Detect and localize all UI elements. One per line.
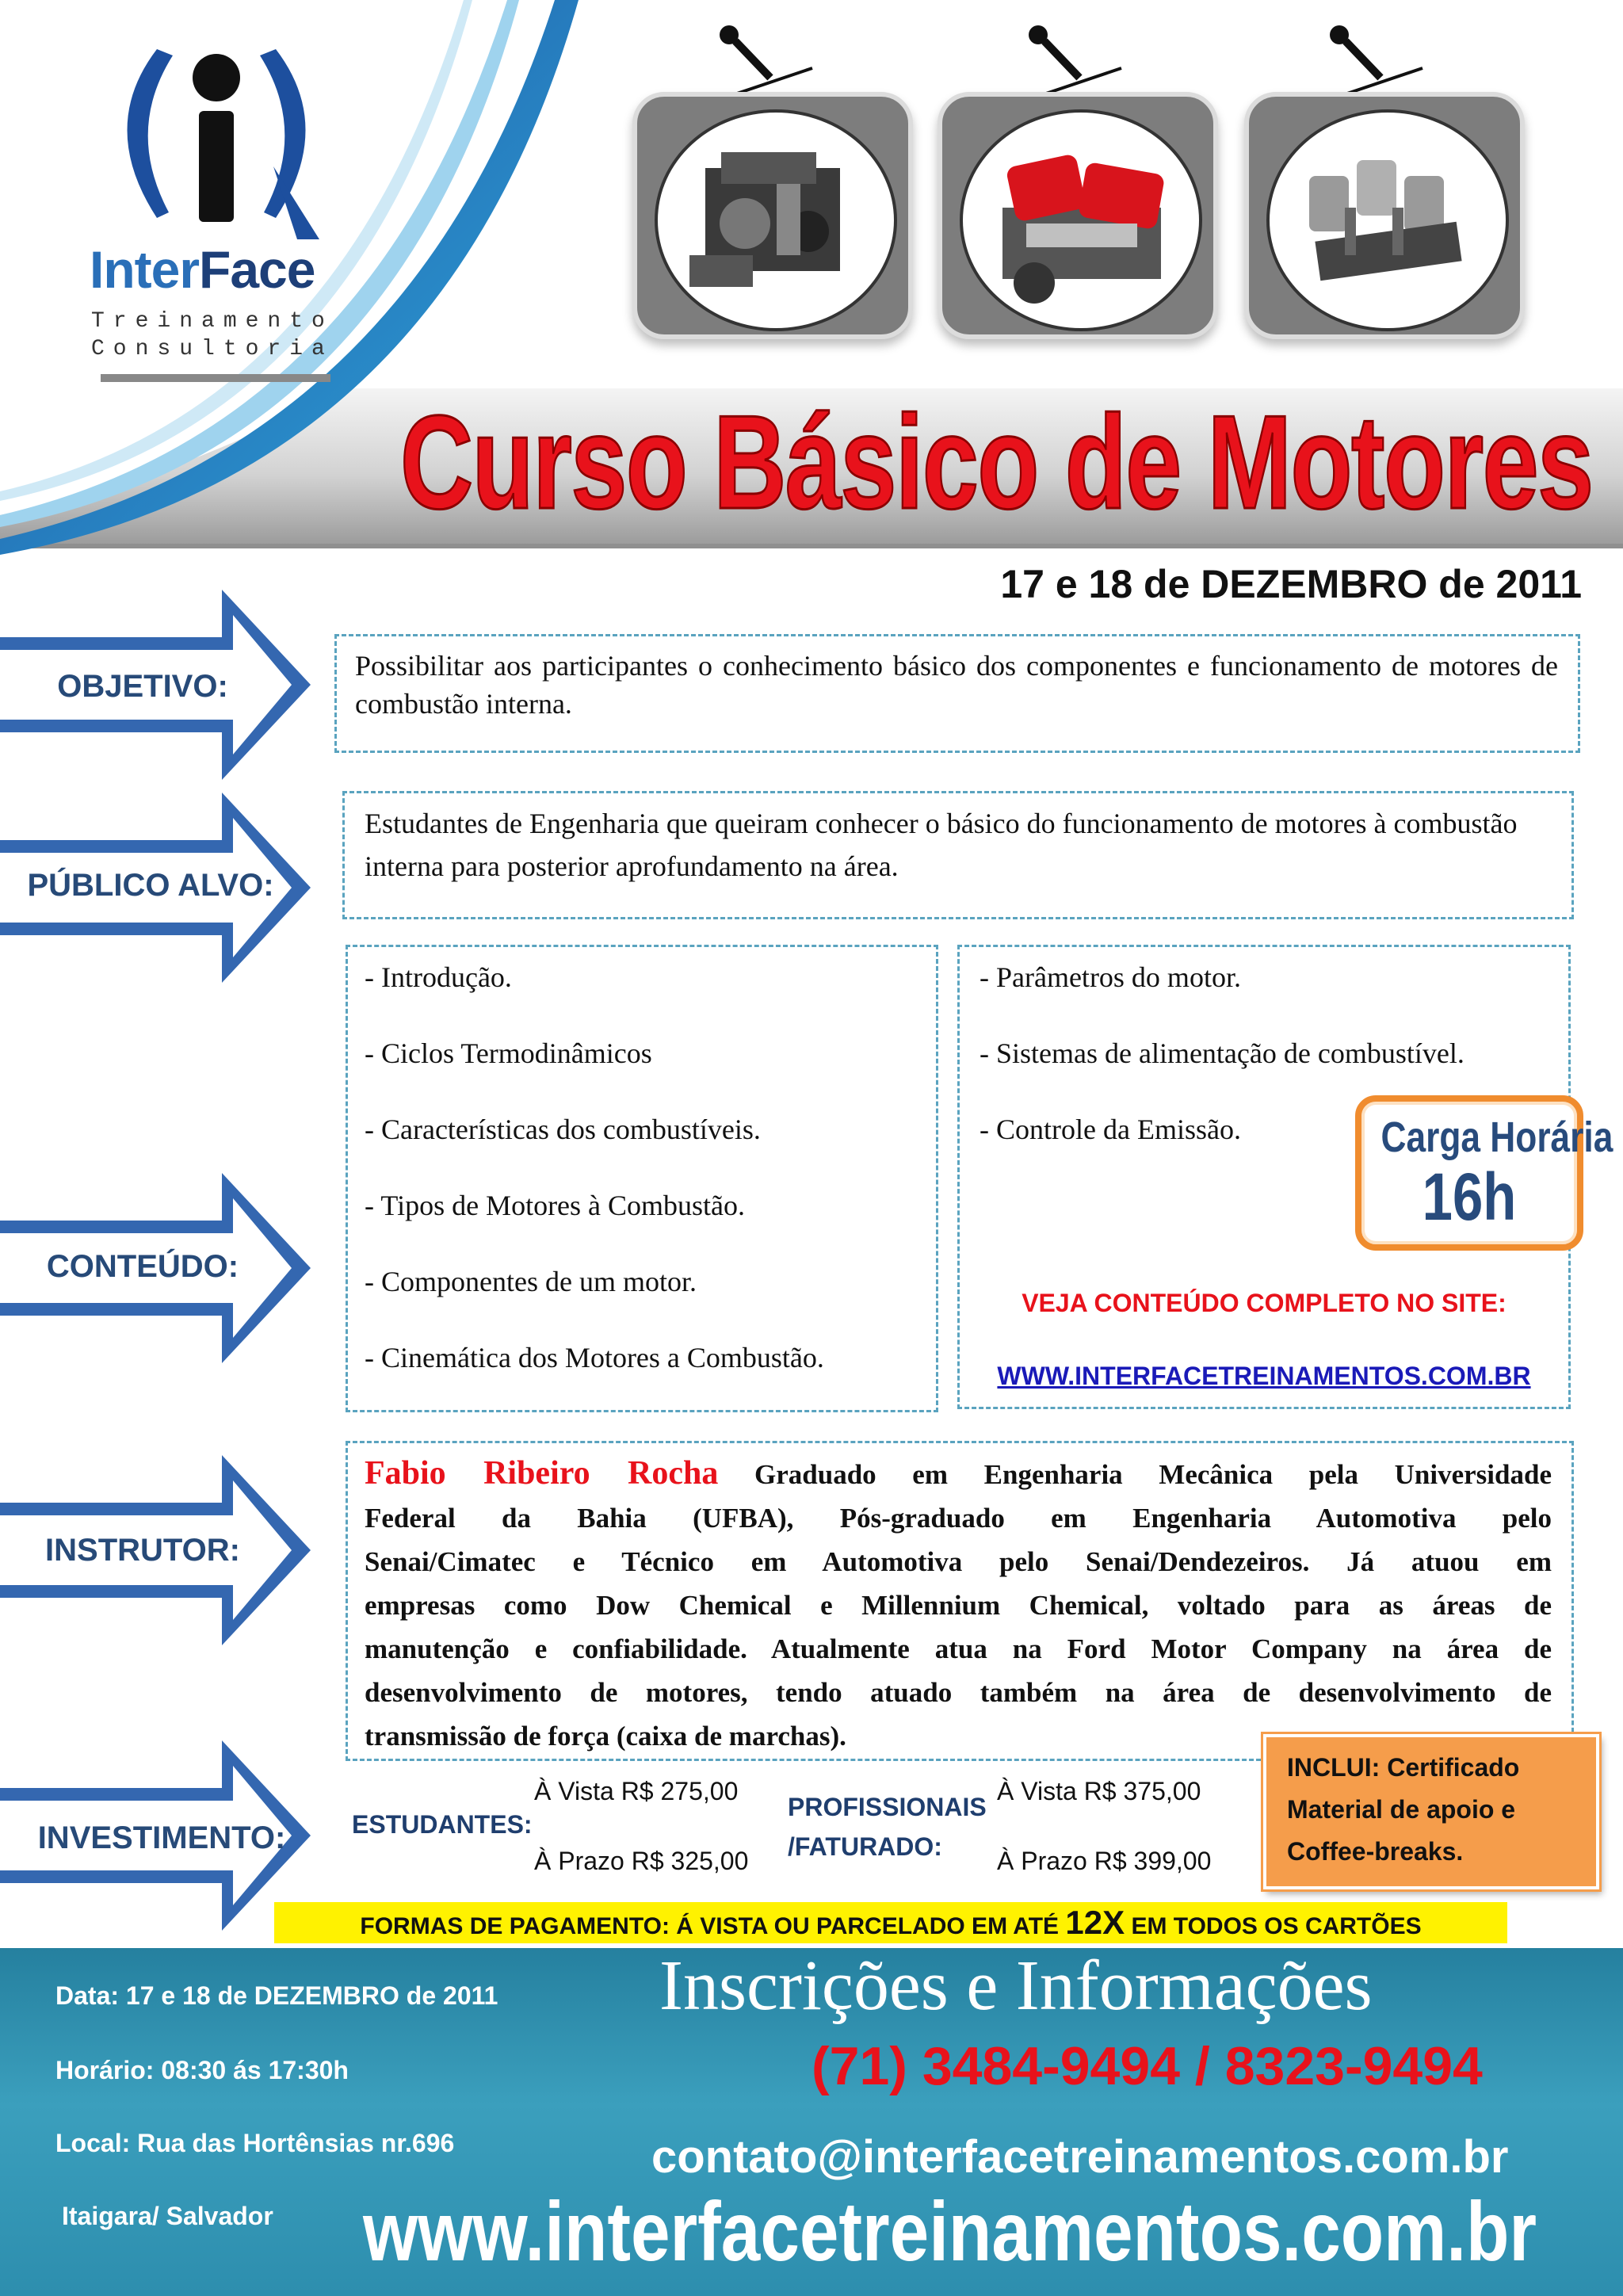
profissionais-vista: À Vista R$ 375,00 bbox=[997, 1777, 1201, 1805]
list-item: - Introdução. bbox=[365, 961, 512, 993]
bio-line: Federal da Bahia (UFBA), Pós-graduado em Engenharia Automotiva pelo bbox=[365, 1503, 1552, 1534]
footer-inscricoes: Inscrições e Informações bbox=[659, 1946, 1373, 2025]
instrutor-bio bbox=[365, 1452, 1552, 1758]
list-item: - Sistemas de alimentação de combustível. bbox=[980, 1037, 1465, 1069]
bio-line: Graduado em Engenharia Mecânica pela Universidade bbox=[718, 1459, 1552, 1490]
investimento-label: INVESTIMENTO: bbox=[37, 1820, 286, 1855]
list-item: - Componentes de um motor. bbox=[365, 1266, 697, 1297]
page-title: Curso Básico de Motores bbox=[400, 388, 1593, 537]
objetivo-label: OBJETIVO: bbox=[57, 669, 228, 704]
inclui-line-1: INCLUI: Certificado bbox=[1287, 1753, 1520, 1782]
footer-website[interactable]: www.interfacetreinamentos.com.br bbox=[363, 2185, 1537, 2279]
payment-highlight: 12X bbox=[1065, 1904, 1125, 1941]
list-item: - Controle da Emissão. bbox=[980, 1114, 1241, 1145]
list-item: - Parâmetros do motor. bbox=[980, 961, 1241, 993]
footer-email[interactable]: contato@interfacetreinamentos.com.br bbox=[651, 2131, 1509, 2183]
inclui-line-3: Coffee-breaks. bbox=[1287, 1837, 1464, 1866]
microphone-icon bbox=[713, 22, 816, 101]
bio-line: transmissão de força (caixa de marchas). bbox=[365, 1721, 846, 1752]
list-item: - Cinemática dos Motores a Combustão. bbox=[365, 1342, 824, 1373]
bio-line: manutenção e confiabilidade. Atualmente atua na Ford Motor Company na área de bbox=[365, 1633, 1552, 1664]
objetivo-text: Possibilitar aos participantes o conhecimento básico dos componentes e funcionamento de motores de combustão interna. bbox=[355, 650, 1558, 720]
estudantes-label: ESTUDANTES: bbox=[352, 1810, 533, 1839]
carga-horaria-badge bbox=[1355, 1095, 1613, 1251]
site-link[interactable]: WWW.INTERFACETREINAMENTOS.COM.BR bbox=[997, 1362, 1531, 1390]
publico-label: PÚBLICO ALVO: bbox=[27, 868, 274, 903]
logo-line2: Consultoria bbox=[91, 337, 334, 361]
microphone-icon bbox=[1022, 22, 1125, 101]
footer-local: Local: Rua das Hortênsias nr.696 bbox=[55, 2129, 455, 2157]
logo-line1: Treinamento bbox=[91, 309, 334, 334]
bio-line: Senai/Cimatec e Técnico em Automotiva pelo Senai/Dendezeiros. Já atuou em bbox=[365, 1546, 1552, 1577]
payment-text-before: FORMAS DE PAGAMENTO: Á VISTA OU PARCELADO EM ATÉ bbox=[360, 1913, 1066, 1939]
carga-horaria-hours: 16h bbox=[1422, 1159, 1517, 1234]
carga-horaria-title: Carga Horária bbox=[1381, 1114, 1613, 1161]
engine-photo-2 bbox=[938, 92, 1218, 339]
list-item: - Tipos de Motores à Combustão. bbox=[365, 1190, 746, 1221]
estudantes-vista: À Vista R$ 275,00 bbox=[534, 1777, 739, 1805]
logo-brand-face: Face bbox=[199, 240, 315, 299]
footer-phones[interactable]: (71) 3484-9494 / 8323-9494 bbox=[812, 2036, 1483, 2096]
profissionais-label-2: /FATURADO: bbox=[788, 1832, 942, 1861]
conteudo-label: CONTEÚDO: bbox=[46, 1249, 239, 1284]
profissionais-label-1: PROFISSIONAIS bbox=[788, 1793, 987, 1821]
bio-line: empresas como Dow Chemical e Millennium Chemical, voltado para as áreas de bbox=[365, 1590, 1552, 1621]
list-item: - Características dos combustíveis. bbox=[365, 1114, 761, 1145]
footer-bairro: Itaigara/ Salvador bbox=[62, 2202, 273, 2230]
estudantes-prazo: À Prazo R$ 325,00 bbox=[534, 1847, 749, 1875]
inclui-line-2: Material de apoio e bbox=[1287, 1795, 1516, 1824]
publico-text: Estudantes de Engenharia que queiram conhecer o básico do funcionamento de motores à combustão interna para posterior aprofundamento na área. bbox=[365, 808, 1518, 882]
footer-horario: Horário: 08:30 ás 17:30h bbox=[55, 2056, 349, 2084]
inclui-box bbox=[1263, 1734, 1599, 1889]
instrutor-name: Fabio Ribeiro Rocha bbox=[365, 1455, 719, 1492]
site-notice: VEJA CONTEÚDO COMPLETO NO SITE: bbox=[1022, 1289, 1507, 1317]
footer-data: Data: 17 e 18 de DEZEMBRO de 2011 bbox=[55, 1981, 498, 2010]
logo bbox=[83, 32, 345, 361]
engine-photo-1 bbox=[632, 92, 913, 339]
list-item: - Ciclos Termodinâmicos bbox=[365, 1037, 652, 1069]
bio-line: desenvolvimento de motores, tendo atuado também na área de desenvolvimento de bbox=[365, 1677, 1552, 1708]
payment-text-after: EM TODOS OS CARTÕES bbox=[1125, 1913, 1422, 1939]
instrutor-label: INSTRUTOR: bbox=[45, 1533, 240, 1568]
payment-banner bbox=[274, 1902, 1507, 1943]
logo-i-icon bbox=[90, 32, 343, 246]
engine-photo-3 bbox=[1244, 92, 1525, 339]
microphone-icon bbox=[1323, 22, 1426, 101]
logo-brand-inter: Inter bbox=[90, 240, 200, 299]
profissionais-prazo: À Prazo R$ 399,00 bbox=[997, 1847, 1212, 1875]
date-banner: 17 e 18 de DEZEMBRO de 2011 bbox=[1000, 562, 1582, 606]
